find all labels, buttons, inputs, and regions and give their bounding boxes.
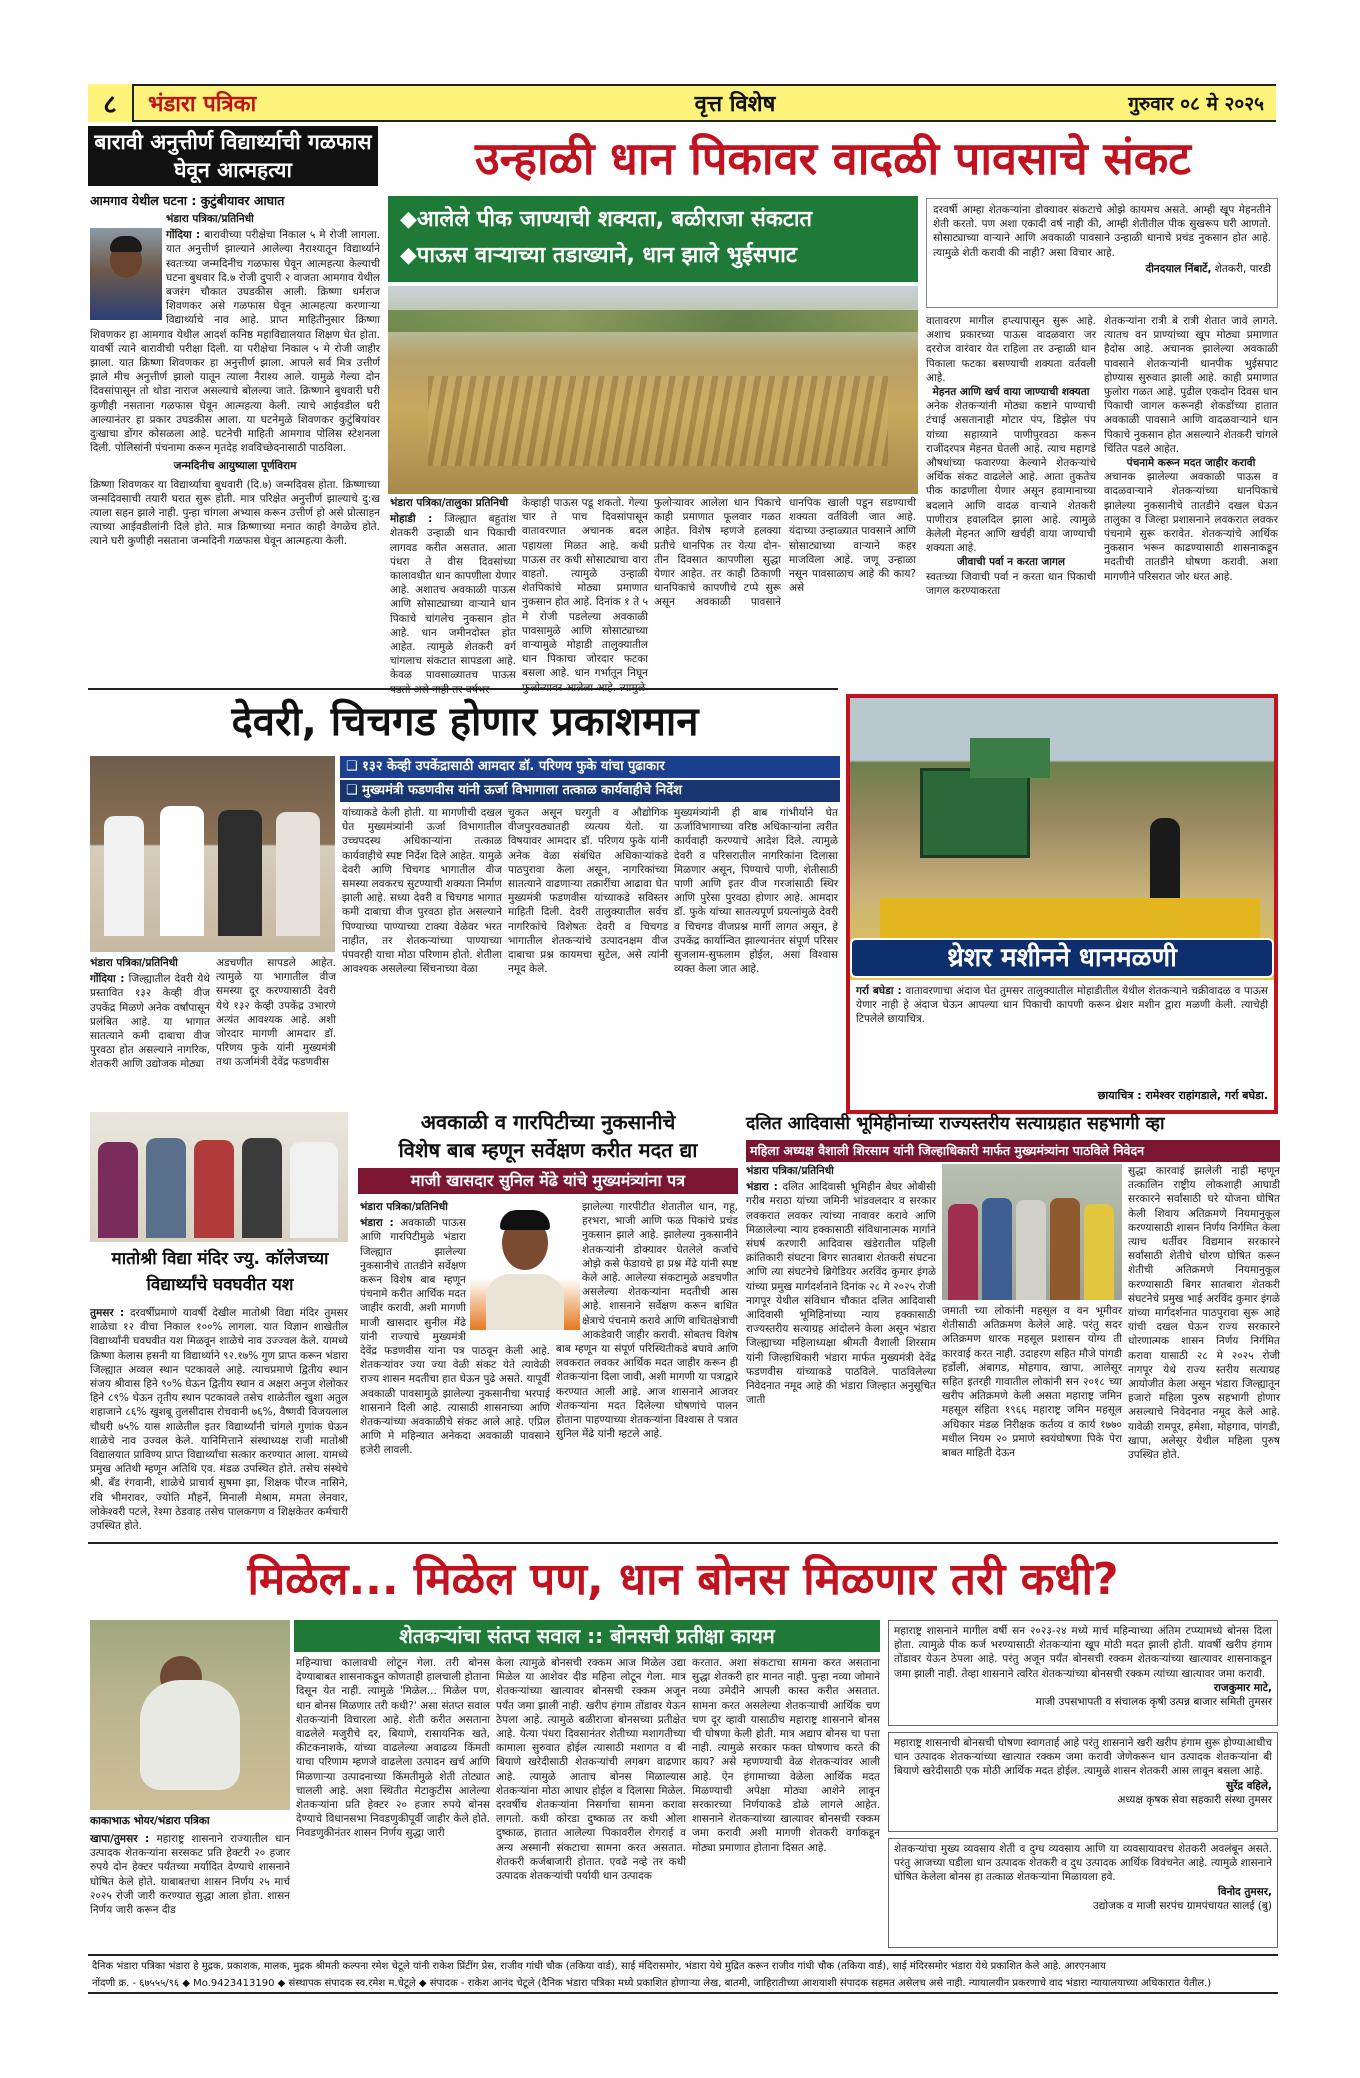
story7-quote3-role: उद्योजक व माजी सरपंच ग्रामपंचायत सालई (बु) (1093, 1899, 1272, 1912)
story2-byline: भंडारा पत्रिका/तालुका प्रतिनिधी (390, 497, 509, 509)
story3-col3-text: यांच्याकडे केली होती. या मागणीची दखल घेत मुख्यमंत्र्यांनी ऊर्जा विभागातील उच्चपदस्थ अधिकाऱ्यांना तत्काळ कार्यवाहीचे स्पष्ट निर्देश दिले आहेत. यामुळे देवरी आणि चिचगड भागातील वीज समस्या लवकरच सुटण्याची शक्यता निर्माण झाली आहे. सध्या देवरी व चिचगड भागात कमी दाबाचा वीज पुरवठा होत असल्याने पिण्याच्या पाण्याच्या टाक्या वेळेवर भरत नाहीत, तर शेतकऱ्यांच्या पाण्याच्या पंपवरही याचा मोठा परिणाम होतो. शेतीला आवश्यक असलेल्या सिंचनाच्या वेळा (342, 807, 502, 976)
story7-col1-text: महाराष्ट्र शासनाने राज्यातील धान उत्पादक शेतकऱ्यांना सरसकट प्रति हेक्टरी २० हजार रुपये दोन हेक्टर पर्यंतच्या मर्यादित देण्याचे शासनाने घोषित केले होते. याबाबतचा शासन निर्णय २५ मार्च २०२५ रोजी जारी करण्यात सुद्धा आला होता. शासन निर्णय जारी करून दीड (90, 1833, 291, 1917)
story7-quote2-author: सुरेंद्र वहिले, (1226, 1779, 1272, 1792)
thresher-place: गर्रा बघेडा : (856, 985, 902, 997)
story6-col3-text: सुद्धा कारवाई झालेली नाही म्हणून तत्कालिन राष्ट्रीय लोकशाही आघाडी सरकारने सर्वांसाठी घरे योजना घोषित केली शिवाय अतिक्रमणे नियमानुकूल करण्यासाठी शासन निर्णय निर्गमित केला त्याच धर्तीवर विद्यमान सरकारने सर्वांसाठी शेतीचे धोरण घोषित करून शेतीची अतिक्रमणे नियमानुकूल करण्यासाठी बिगर सातबारा शेतकरी संघटनेचे प्रमुख भाई अरविंद कुमार इंगळे यांच्या मार्गदर्शनात पाठपुरावा सुरू आहे यांची दखल घेऊन राज्य सरकारने धोरणात्मक शासन निर्णय निर्गमित करावा यासाठी २८ मे २०२५ रोजी नागपूर येथे राज्य स्तरीय सत्याग्रह आयोजीत केला असून भंडारा जिल्ह्यातून हजारो महिला पुरुष सहभागी होणार असल्याचे निवेदनात नमूद केले आहे. यावेळी रामपूर, हमेशा, मोहगाव, पांगडी, खापा, अलेसूर येथील महिला पुरुष उपस्थित होते. (1128, 1165, 1280, 1462)
quote-author: दीनदयाल निंबार्टे, (1145, 262, 1212, 275)
story1-body-text: बारावीच्या परीक्षेचा निकाल ५ मे रोजी लागला. यात अनुत्तीर्ण झाल्याने आलेल्या नैराश्यातून विद्यार्थ्याने स्वतःच्या जन्मदिनीच गळफास घेवून आत्महत्या केल्याची घटना बुधवार दि.७ रोजी दुपारी २ वाजता आमगाव येथील बजरंग चौकात उघडकीस आली. क्रिष्णा धर्मराज शिवणकर असे गळफास घेवून आत्महत्या करणाऱ्या विद्यार्थ्याचे नाव आहे. प्राप्त माहितीनुसार क्रिष्णा शिवणकर हा आमगाव येथील आदर्श कनिष्ठ महाविद्यालयात शिक्षण घेत होता. यावर्षी त्याने बारावीची परीक्षा दिली. या परीक्षेचा निकाल ५ मे रोजी जाहीर झाला. यात क्रिष्णा शिवणकर हा अनुत्तीर्ण झाला. आपले सर्व मित्र उत्तीर्ण झाले मीच अनुत्तीर्ण झालो यातून त्याला नैराश्य आले. यामुळे गेल्या दोन दिवसांपासून तो थोडा नाराज असल्याचे बोलल्या जाते. क्रिष्णाने बुधवारी घरी कुणीही नसताना गळफास घेवून आत्महत्या केली. त्याचे आईवडील घरी आल्यानंतर हा प्रकार उघडकीस आला. या घटनेमुळे शिवणकर कुटुंबियांवर दुःखाचा डोंगर कोसळला आहे. घटनेची माहिती आमगाव पोलिस स्टेशनला दिली. पोलिसांनी पंचनामा करून मृतदेह शवविच्छेदनासाठी पाठविला. (90, 229, 380, 455)
story6-col2 (942, 1304, 1122, 1538)
story7-bar: शेतकऱ्यांचा संतप्त सवाल :: बोनसची प्रतीक्षा कायम (294, 1620, 880, 1652)
story1-headline-text: बारावी अनुत्तीर्ण विद्यार्थ्याची गळफास घेवून आत्महत्या (94, 130, 372, 182)
story2-quote-box (926, 198, 1278, 308)
story7-quote1-role: माजी उपसभापती व संचालक कृषी उत्पन्न बाजार समिती तुमसर (1035, 1695, 1272, 1708)
story2-headline: उन्हाळी धान पिकावर वादळी पावसाचे संकट (475, 132, 1191, 185)
story1-headline (88, 126, 378, 186)
story4-headline (358, 1108, 738, 1166)
divider (88, 1542, 1278, 1544)
story7-col2-text: महिन्याचा कालावधी लोटून गेला. तरी बोनस देण्याबाबत शासनाकडून कोणताही हालचाली होताना दिसून येत नाही. त्यामुळे 'मिळेल... मिळेल पण, धान बोनस मिळणार तरी कधी?' असा संतप्त सवाल शेतकऱ्यांनी विचारला आहे. शेती करीत असताना वाढलेले मजुरीचे दर, बियाणे, रासायनिक खते, कीटकनाशके, यांच्या वाढलेल्या अवाढव्य किंमती याचा परिणाम म्हणजे वाढलेला उत्पादन खर्च आणि मिळणाऱ्या उत्पादनाच्या किंमतीमुळे शेती तोट्यात चालली आहे. अशा स्थितीत मेटाकुटीस आलेल्या शेतकऱ्यांना प्रति हेक्टर २० हजार रुपये बोनस देण्याचे विधानसभा निवडणुकीपूर्वी जाहीर केले होते. निवडणुकीनंतर शासन निर्णय सुद्धा जारी (296, 1657, 490, 1840)
story6-col3 (1128, 1164, 1280, 1538)
story7-col1 (90, 1832, 290, 1948)
story3-col4 (508, 806, 668, 1106)
imprint-line2: नोंदणी क्र. - ६७५५५/९६ ◆ Mo.9423413190 ◆ संस्थापक संपादक स्व.रमेश म.चेटूले ◆ संपादक - राकेश आनंद चेटूले (दैनिक भंडारा पत्रिका मध्ये प्रकाशित होणाऱ्या लेख, बातमी, जाहिरातीच्या आशयाशी संपादक सहमत असेलच असे नाही. न्यायालयीन प्रकरणाचे वाद भंडारा न्यायालयाच्या अधिकारात येतील.) (92, 1978, 1212, 1989)
story1-subheading: जन्मदिनीच आयुष्याला पूर्णविराम (173, 460, 297, 473)
story6-col1 (746, 1164, 936, 1538)
story4-byline: भंडारा पत्रिका/प्रतिनिधी (360, 1201, 448, 1213)
story2-bullet1: ◆आलेले पीक जाण्याची शक्यता, बळीराजा संकटात (400, 207, 813, 232)
thresher-credit: छायाचित्र : रामेश्वर राहांगडाले, गर्रा बघेडा. (1097, 1089, 1268, 1102)
story4-col2-text: झालेल्या गारपीटीत शेतातील धान, गहू, हरभरा, भाजी आणि फळ पिकांचे प्रचंड नुकसान झाले आहे. झालेल्या नुकसानीने शेतकऱ्यांनी डोक्यावर घेतलेले कर्जाचे ओझे कसे फेडायचे हा प्रश्न मेंढे यांनी स्पष्ट केले आहे. आलेल्या संकटामुळे अडचणीत असलेल्या शेतकऱ्यांना मदतीची आस आहे. शासनाने सर्वेक्षण करून बाधित क्षेत्राचे पंचनामे करावे आणि बाधितक्षेत्राची आकडेवारी जाहीर करावी. सोबतच विशेष बाब म्हणून या संपूर्ण परिस्थितीकडे बघावे आणि लवकरात लवकर आर्थिक मदत जाहीर करून ही शेतकऱ्यांना दिला जावी, अशी मागणी या पत्राद्वारे करण्यात आली आहे. आज शासनाने आजवर शेतकऱ्यांना मदत दिलेल्या घोषणांचे पालन होताना पाहण्याच्या शेतकऱ्यांना विश्वास ते पत्रात सुनिल मेंढे यांनी म्हटले आहे. (556, 1201, 738, 1441)
story4-bar: माजी खासदार सुनिल मेंढे यांचे मुख्यमंत्र्यांना पत्र (358, 1168, 738, 1194)
story2-col5 (1104, 314, 1278, 682)
story2-col5b-text: अचानक झालेल्या अवकाळी पाऊस व वादळवाऱ्याने शेतकऱ्यांच्या धानपिकाचे झालेल्या नुकसानीचे तातडीने दखल घेऊन तालुका व जिल्हा प्रशासनाने लवकरात लवकर पंचनामे सुरू करावेत. शेतकऱ्यांचे आर्थिक नुकसान भरून काढण्यासाठी शासनाकडून मदतीची तातडीने घोषणा करावी. अशा मागणीने परिसरात जोर धरत आहे. (1104, 471, 1278, 583)
story2-col3 (654, 496, 916, 681)
story7-col2 (296, 1656, 490, 1948)
divider (88, 688, 838, 690)
story7-quote3-text: शेतकऱ्यांचा मुख्य व्यवसाय शेती व दुग्ध व्यवसाय आणि या व्यवसायावरच शेतकरी अवलंबून असते. परंतु आजच्या घडीला धान उत्पादक शेतकरी व दुध उत्पादक आर्थिक विवंचनेत आहे. त्यामुळे शासनाने घोषित केलेला बोनस हा तत्काळ शेतकऱ्यांना मिळायला हवे. (894, 1843, 1272, 1884)
story4-col2 (556, 1200, 738, 1538)
story2-paddy-field-photo (388, 286, 918, 494)
story6-byline: भंडारा पत्रिका/प्रतिनिधी (746, 1165, 834, 1177)
story3-place: गोंदिया : (90, 973, 125, 986)
story2-col5-subheading: पंचनामे करून मदत जाहीर करावी (1126, 457, 1256, 470)
story1-place: गोंदिया : (166, 229, 201, 242)
story2-col3-text: फुलोऱ्यावर आलेला धान पिकाचे काही प्रमाणात फूलवार गळत आहेत. विशेष म्हणजे हलक्या प्रतीचे धानपिक तर येत्या दोन-तीन दिवसात कापणीला सुद्धा येणार आहेत. तर काही ठिकाणी धानपिकाचे कापणीचे टप्पे सुरू असून अवकाळी पावसाने धानपिक खाली पडून सडण्याची शक्यता वर्तविली जात आहे. यंदाच्या उन्हाळ्यात पावसाने आणि सोसाट्याच्या वाऱ्याने कहर माजविला आहे. जणू उन्हाळा नसून पावसाळाच आहे की काय? असे (654, 497, 916, 609)
story3-col4-text: चुकत असून घरगुती व औद्योगिक वीजपुरवठ्यातही व्यत्यय येतो. या विषयावर आमदार डॉ. परिणय फुके यांनी अनेक वेळा संबंधित अधिकाऱ्यांकडे पाठपुरावा केला असून, नागरिकांच्या सातत्याने वाढणाऱ्या तक्रारींचा आढावा घेत मुख्यमंत्री फडणवीस यांच्याकडे सविस्तर माहिती दिली. देवरी तालुक्यातील सर्वच नागरिकांचे विशेषतः देवरी व चिचगड भागातील शेतकऱ्यांचे उत्पादनक्षम वीज दाबाचा प्रश्न कायमचा सुटेल, असे त्यांनी नमूद केले. (508, 807, 668, 976)
story7-photo-caption: काकाभाऊ भोयर/भंडारा पत्रिका (90, 1815, 210, 1827)
story3-bar1: ❑ १३२ केव्ही उपकेंद्रासाठी आमदार डॉ. परिणय फुके यांचा पुढाकार (340, 756, 840, 778)
story7-quote2-text: महाराष्ट्र शासनाची बोनसची घोषणा स्वागतार्ह आहे परंतु शासनाने खरी खरीप हंगाम सुरू होण्याआधीच धान उत्पादक शेतकऱ्यांच्या खात्यात रक्कम जमा करावी जेणेकरून धान उत्पादक शेतकऱ्यांना बी बियाणे खरेदीसाठी एक मोठी आर्थिक मदत होईल. त्यामुळे शासन शेतकरी आस लावून बसला आहे. (894, 1737, 1272, 1778)
story2-col2-text: केव्हाही पाऊस पडू शकतो. गेल्या चार ते पाच दिवसांपासून वातावरणात अचानक बदल पहायला मिळत आहे. कधी पाऊस तर कधी सोसाट्याचा वारा वाहतो. त्यामुळे उन्हाळी शेतपिकांचे मोठ्या प्रमाणात नुकसान होत आहे. दिनांक १ ते ५ मे रोजी पडलेल्या अवकाळी पावसामुळे आणि सोसाट्याच्या वाऱ्यामुळे मोहाडी तालुक्यातील धान पिकाचा जोरदार फटका बसला आहे. धान गर्भातून निघून (522, 497, 648, 680)
section-title: वृत्त विशेष (694, 92, 776, 117)
story7-quote3-author: विनोद तुमसर, (1218, 1885, 1272, 1898)
story2-col5-text: शेतकऱ्यांना रात्री बे रात्री शेतात जावे लागते. त्यातच वन प्राण्यांच्या खूप मोठ्या प्रमाणात हैदोस आहे. अचानक झालेल्या अवकाळी पावसाने शेतकऱ्यांनी धानपीक भुईसपाट होण्यास सुरुवात झाली आहे. काही प्रमाणात फुलोरा गळत आहे. पुढील एकदोन दिवस धान पिकाची जागल करूनही शेकडोंच्या हातात अवकाळी पावसाने आणि वादळवाऱ्याने धान पिकाचे नुकसान होत असल्याने शेतकरी चांगले चिंतित पडले आहेत. (1104, 315, 1278, 455)
story6-headline: दलित आदिवासी भूमिहीनांच्या राज्यस्तरीय सत्याग्रहात सहभागी व्हा (746, 1114, 1165, 1134)
story2-col2 (522, 496, 648, 681)
story7-headline: मिळेल... मिळेल पण, धान बोनस मिळणार तरी कधी? (247, 1554, 1119, 1605)
story7-quote2 (888, 1732, 1278, 1832)
quote-author-role: शेतकरी, पारडी (1214, 262, 1271, 275)
story7-col3-text: केला त्यामुळे बोनसची रक्कम आज मिळेल उद्या मिळेल या आशेवर दीड महिना लोटून गेला. मात्र शेतकऱ्यांच्या खात्यावर बोनसची रक्कम अजून पर्यंत जमा झाली नाही. खरीप हंगाम तोंडावर येऊन ठेपला आहे. त्यामुळे बळीराजा बोनसच्या प्रतीक्षेत आहे. येत्या पंधरा दिवसानंतर शेतीच्या मशागतीच्या कामाला सुरुवात होईल त्यासाठी मशागत व बी बियाणे खरेदीसाठी शेतकऱ्यांची लगबग वाढणार आहे. त्यामुळे आताच बोनस मिळाल्यास शेतकऱ्यांना मोठा आधार होईल व दिलासा मिळेल. दरवर्षीच शेतकऱ्यांना निसर्गाचा सामना करावा लागतो. कधी कोरडा दुष्काळ तर कधी ओला दुष्काळ, हातात आलेल्या पिकावरील रोगराई व अन्य अस्मानी संकटाचा सामना करत असतात. शेतकरी कर्जबाजारी होतात. एवढे नव्हे तर कधी उत्पादक शेतकऱ्यांची पर्यायी धान उत्पादक (496, 1657, 686, 1883)
story2-col4-text: वातावरण मागील हप्त्यापासून सुरू आहे. अशाच प्रकारच्या पाऊस वादळवारा जर दररोज वारंवार येत राहिला तर उन्हाळी धान पिकाला फटका बसण्याची शक्यता वर्तवली आहे. (926, 315, 1096, 384)
story5-place: तुमसर : (90, 1307, 125, 1319)
story2-col4b-text: अनेक शेतकऱ्यांनी मोठ्या कष्टाने पाण्याची टंचाई असतानाही मोटार पंप, डिझेल पंप यांच्या सहाय्याने पाणीपुरवठा करून राजींदरपत्र मेहनत घेतली आहे. त्याच महागडे औषधांच्या फवारण्या केल्याने शेतकऱ्यांचे अर्थिक संकट वाढलेले आहे. आता तुकतेच पीक काढणीला येणार असून हवामानाच्या बदलाने आणि वादळ वाऱ्याने शेतकरी पाणीरात्र हवालदिल झाला आहे. त्यामुळे केलेली मेहनत आणि खर्चही वाया जाण्याची शक्यता आहे. (926, 400, 1096, 555)
story2-bullet-bar (388, 196, 918, 282)
story2-col1 (390, 496, 516, 681)
story4-headline-line2: विशेष बाब म्हणून सर्वेक्षण करीत मदत द्या (398, 1138, 698, 1162)
story6-place: भंडारा : (746, 1181, 778, 1194)
quote-text: दरवर्षी आम्हा शेतकऱ्यांना डोक्यावर संकटाचे ओझे कायमच असते. आम्ही खूप मेहनतीने शेती करतो. पण अशा एकादी वर्ष नाही की, आम्ही शेतीतील पीक सुखरूप घरी आणतो. सोसाट्याच्या वाऱ्याने आणि अवकाळी पावसाने उन्हाळी धानाचे प्रचंड नुकसान होत आहे. त्यामुळे शेती करावी की नाही? असा विचार आहे. (933, 204, 1271, 259)
story7-col4-text: करतात. अशा संकटाचा सामना करत असताना सुद्धा शेतकरी हार मानत नाही. पुन्हा नव्या जोमाने नव्या उमेदीने आपली कास्त करीत असतात. सामना करत असलेल्या शेतकऱ्याची आर्थिक चण चण दूर व्हावी यासाठीच महाराष्ट्र शासनाने बोनस ची घोषणा केली होती. मात्र अद्याप बोनस चा पत्ता नाही. त्यामुळे सरकार फक्त घोषणाच करते की काय? असे म्हणण्याची वेळ शेतकऱ्यांवर आली आहे. ऐन हंगामाच्या वेळेला आर्थिक मदत मिळण्याची अपेक्षा मोठ्या आशेने लावून सरकारच्या निर्णयाकडे डोळे लागले आहेत. शासनाने शेतकऱ्यांच्या खात्यावर बोनसची रक्कम जमा करावी अशी मागणी शेतकरी वर्गाकडून मोठ्या प्रमाणात होताना दिसत आहे. (692, 1657, 880, 1854)
story3-col2-text: अडचणीत सापडले आहेत. त्यामुळे या भागातील वीज समस्या दूर करण्यासाठी देवरी येथे १३२ केव्ही उपकेंद्र उभारणे अत्यंत आवश्यक आहे. अशी जोरदार मागणी आमदार डॉ. परिणय फुके यांनी मुख्यमंत्री तथा ऊर्जामंत्री देवेंद्र फडणवीस (216, 957, 336, 1069)
story6-group-photo (942, 1164, 1122, 1300)
story7-quote1 (888, 1620, 1278, 1726)
story2-col4 (926, 314, 1096, 682)
story7-col3 (496, 1656, 686, 1948)
story4-col1-text: अवकाळी पाऊस आणि गारपिटीमुळे भंडारा जिल्ह्यात झालेल्या नुकसानीचे तातडीने सर्वेक्षण करून विशेष बाब म्हणून पंचनामे करीत आर्थिक मदत जाहीर करावी, अशी मागणी माजी खासदार सुनील मेंढे यांनी राज्याचे मुख्यमंत्री देवेंद्र फडणवीस यांना पत्र पाठवून केली आहे. शेतकऱ्यांवर ज्या ज्या वेळी संकट येते त्यावेळी राज्य शासन मदतीचा हात घेऊन पुढे असते. यापूर्वी अवकाळी पावसामुळे झालेल्या नुकसानीचा भरपाई शासनाने दिली आहे. त्यासाठी शासनाच्या आणि शेतकऱ्यांच्या अवकाळीचे संकट आले आहे. एप्रिल आणि मे महिन्यात अनेकदा अवकाळी पावसाने हजेरी लावली. (360, 1217, 550, 1457)
story5-body (90, 1306, 348, 1538)
story6-col1-text: दलित आदिवासी भूमिहीन बेघर ओबीसी गरीब मराठा यांच्या जमिनी भांडवलदार व सरकार लवकरात लवकर त्यांच्या नावावर करावे आणि मिळालेल्या न्याय हक्कासाठी संविधानात्मक मार्गाने संघर्ष करणारी आदिवास खंडेरातील पहिली क्रांतिकारी संघटना बिगर सातबारा शेतकरी संघटना आणि त्या संघटनेचे ब्रिगेडियर अरविंद कुमार इंगळे यांच्या प्रमुख मार्गदर्शनाने दिनांक २८ मे २०२५ रोजी नागपूर येथील संविधान चौकात दलित आदिवासी आदिवासी भूमिहिनांच्या न्याय हक्कासाठी राज्यस्तरीय सत्याग्रह आंदोलने केला असून भंडारा जिल्ह्याच्या महिलाध्यक्षा श्रीमती वैशाली शिरसाम यांनी जिल्हाधिकारी भंडारा मार्फत मुख्यमंत्री देवेंद्र फडणवीस यांच्याकडे पाठविले. पाठविलेल्या निवेदनात नमूद आहे की भंडारा जिल्हात अनुसूचित जाती (746, 1181, 936, 1407)
story1-subhead: आमगाव येथील घटना : कुटुंबीयावर आघात (90, 193, 285, 208)
story5-body-text: दरवर्षीप्रमाणे यावर्षी देखील मातोश्री विद्या मंदिर तुमसर शाळेचा १२ वीचा निकाल १००% लागला. यात विज्ञान शाखेतील विद्यार्थ्यांनी घवघवीत यश मिळवून शाळेचे नाव उज्ज्वल केले. यामध्ये क्रिष्णा केलास हसनी या विद्यार्थ्याने ९२.१७% गुण प्राप्त करून भंडारा जिल्ह्यात अव्वल स्थान पटकावले आहे. त्याचप्रमाणे द्वितीय स्थान संजय श्रीवास हिने ९०% घेऊन द्वितीय स्थान व अक्षरा अनुज शेलोकर हिने ८९% घेऊन तृतीय स्थान पटकावले तसेच शाळेतील खुशा अतुल शहाजाने ८६% खुशबू तुलसीदास रोचवानी ७६%, वैष्णवी विजयलाल चौधरी ७५% यास शाळेतील इतर विद्यार्थ्यांनी चांगले गुणांक घेऊन शाळेचे नाव उज्वल केले. यानिमित्ताने संस्थाध्यक्ष राजी मातोश्री विद्यालयात प्राविण्य प्राप्त विद्यार्थ्यांचा सत्कार करण्यात आला. यामध्ये प्रमुख अतिथी म्हणून अतिथि एव. मंडळ उपस्थित होते. तसेच संस्थेचे श्री. बँड रंगवानी, शाळेचे प्राचार्य सुषमा झा, शिक्षक पौरज नासिने, रवि भीमरावर, ज्योति मौहर्ने, मिनाली मेश्राम, ममता लेनवार, लोकेश्वरी पटले, रेश्मा ठेडवाह तसेच पालकगण व शिक्षकेतर कर्मचारी उपस्थित होते. (90, 1307, 348, 1533)
story3-col5-text: मुख्यमंत्र्यांनी ही बाब गांभीर्याने घेत ऊर्जाविभागाच्या वरिष्ठ अधिकाऱ्यांना त्वरीत कार्यवाही करण्याचे आदेश दिले. त्यामुळे देवरी व परिसरातील नागरिकांना दिलासा मिळणार असून, पिण्याचे पाणी, शेतीसाठी पाणी आणि इतर वीज गरजांसाठी स्थिर आणि पुरेसा पुरवठा होणार आहे. आमदार डॉ. फुके यांच्या सातत्यपूर्ण प्रयत्नांमुळे देवरी व चिचगड वीजप्रश्न मार्गी लागत असून, हे उपकेंद्र कार्यान्वित झाल्यानंतर संपूर्ण परिसर सुजलाम-सुफलाम होईल, असा विश्वास व्यक्त केला जात आहे. (674, 807, 838, 976)
story2-bullet2: ◆पाऊस वाऱ्याच्या तडाख्याने, धान झाले भुईसपाट (400, 243, 797, 268)
story5-students-photo (90, 1112, 348, 1242)
story7-quote1-text: महाराष्ट्र शासनाने मागील वर्षी सन २०२३-२४ मध्ये मार्च महिन्याच्या अंतिम टप्प्यामध्ये बोनस दिला होता. त्यामुळे पीक कर्ज भरण्यासाठी शेतकऱ्यांना खूप मोठी मदत झाली होती. यावर्षी खरीप हंगाम तोंडावर येऊन ठेपला आहे. परंतु अजून पर्यंत बोनसची रक्कम शेतकऱ्यांच्या खात्यावर शासनाकडून जमा झाली नाही. तेव्हा शासनाने त्वरित शेतकऱ्यांच्या बोनसची रक्कम त्यांच्या खात्यावर जमा करावी. (894, 1625, 1272, 1680)
story7-farmer-photo (90, 1620, 290, 1810)
story4-headline-line1: अवकाळी व गारपिटीच्या नुकसानीचे (420, 1110, 676, 1134)
story7-col4 (692, 1656, 880, 1948)
story2-col1-text: जिल्ह्यात बहुतांश शेतकरी उन्हाळी धान पिकाची लागवड करीत असतात. आता पंधरा ते वीस दिवसांच्या कालावधीत धान कापणीला येणार आहे. अशातच अवकाळी पाऊस आणि सोसाट्याच्या वाऱ्याने धान पिकाचे चांगलेच नुकसान होत आहे. धान जमीनदोस्त होत आहेत. त्यामुळे शेतकरी वर्ग चांगलाच संकटात सापडला आहे. केवळ पावसाळ्यातच पाऊस (390, 513, 516, 682)
story3-col1 (90, 956, 210, 1106)
story3-col5 (674, 806, 838, 1106)
story3-byline: भंडारा पत्रिका/प्रतिनिधी (90, 957, 178, 969)
story1-body (90, 212, 380, 682)
story4-col1 (360, 1200, 550, 1538)
story3-col3 (342, 806, 502, 1106)
issue-date: गुरुवार ०८ मे २०२५ (1128, 93, 1264, 115)
imprint-footer (88, 1954, 1278, 1994)
story3-col1-text: जिल्ह्यातील देवरी येथे प्रस्तावित १३२ केव्ही वीज उपकेंद्र मिळणे अनेक वर्षांपासून प्रलंबित आहे. या भागात सातत्याने कमी दाबाचा वीज पुरवठा होत असल्याने नागरिक, शेतकरी आणि उद्योजक मोठ्या (90, 973, 210, 1071)
story2-col4-subheading: मेहनत आणि खर्च वाया जाण्याची शक्यता (932, 386, 1090, 399)
masthead-brand: भंडारा पत्रिका (148, 92, 257, 117)
story6-bar: महिला अध्यक्ष वैशाली शिरसाम यांनी जिल्हाधिकारी मार्फत मुख्यमंत्र्यांना पाठविले निवेदन (746, 1140, 1280, 1162)
page-header (88, 84, 1276, 122)
story7-quote1-author: राजकुमार माटे, (1213, 1681, 1272, 1694)
page-number: ८ (88, 84, 134, 122)
story2-col4c-text: स्वतःच्या जिवाची पर्वा न करता धान पिकाची जागल करण्याकरता (926, 570, 1096, 597)
story6-col2-text: जमाती च्या लोकांनी महसूल व वन भूमीवर शेतीसाठी अतिक्रमण केलेले आहे. परंतु सदर अतिक्रमण धारक महसूल प्रशासन योग्य ती कारवाई करत नाही. उदाहरण सहित मौजे पांगडी हर्डोली, अंबागड, मोहगाव, खापा, आलेसूर सहित इतरही गावातील लोकांनी सन २०१८ च्या खरीप अतिक्रमणे केली असता महाराष्ट्र जमिन महसूल संहिता १९६६ महाराष्ट्र जमिन महसूल अधिकार मंडळ निरीक्षक कर्तव्य व कार्य १७७० मधील नियम २० प्रमाणे स्वयंघोषणा पिके पेरा बाबत माहिती देऊन (942, 1305, 1122, 1460)
thresher-text: वातावरणाचा अंदाज घेत तुमसर तालुक्यातील मोहाडीतील येथील शेतकऱ्याने चक्रीवादळ व पाऊस येणार नाही हे अंदाज घेऊन आपल्या धान पिकाची कापणी करून थ्रेशर मशीन द्वारा मळणी केली. त्याचेही टिपलेले छायाचित्र. (856, 985, 1268, 1026)
thresher-headline: थ्रेशर मशीनने धानमळणी (947, 943, 1177, 973)
story7-quote2-role: अध्यक्ष कृषक सेवा सहकारी संस्था तुमसर (1117, 1793, 1272, 1806)
story4-place: भंडारा : (360, 1217, 394, 1230)
story7-place: खापा/तुमसर : (90, 1833, 150, 1845)
story3-meeting-photo (90, 756, 335, 952)
story2-place: मोहाडी : (390, 513, 433, 526)
story3-col2 (216, 956, 336, 1106)
story3-bar2: ❑ मुख्यमंत्री फडणवीस यांनी ऊर्जा विभागाला तत्काळ कार्यवाहीचे निर्देश (340, 780, 840, 802)
imprint-line1: दैनिक भंडारा पत्रिका भंडारा हे मुद्रक, प्रकाशक, मालक, मुद्रक श्रीमती कल्पना रमेश चेटूले यांनी राकेश प्रिंटींग प्रेस, राजीव गांधी चौक (तकिया वार्ड), साई मंदिरासमोर, भंडारा येथे मुद्रित करून राजीव गांधी चौक (तकिया वार्ड), साई मंदिरसमोर भंडारा येथे प्रकाशित केले आहे. आरएनआय (92, 1961, 1106, 1972)
story1-body-text2: क्रिष्णा शिवणकर या विद्यार्थ्याचा बुधवारी (दि.७) जन्मदिवस होता. क्रिष्णाच्या जन्मदिवसाची तयारी घरात सुरू होती. मात्र परिक्षेत अनुत्तीर्ण झाल्याचे दु:ख त्याला सहन झाले नाही. पुन्हा चांगला अभ्यास करून उत्तीर्ण हो असे प्रोत्साहन त्याच्या आईवडीलांनी दिले होते. मात्र क्रिष्णाच्या मनात काही वेगळेच होते. त्याने घरी कुणीही नसताना जन्मदिनी गळफास घेवून आत्महत्या केली. (90, 478, 380, 548)
thresher-caption (856, 984, 1268, 1084)
story7-quote3 (888, 1838, 1278, 1948)
story1-byline: भंडारा पत्रिका/प्रतिनिधी (166, 213, 254, 225)
story5-headline: मातोश्री विद्या मंदिर ज्यु. कॉलेजच्या विद्यार्थ्यांचे घवघवीत यश (111, 1249, 329, 1295)
story3-headline: देवरी, चिचगड होणार प्रकाशमान (231, 699, 699, 745)
thresher-box (846, 694, 1278, 1114)
thresher-headline-band (850, 938, 1274, 978)
story2-col4-subheading2: जीवाची पर्वा न करता जागल (956, 556, 1066, 569)
